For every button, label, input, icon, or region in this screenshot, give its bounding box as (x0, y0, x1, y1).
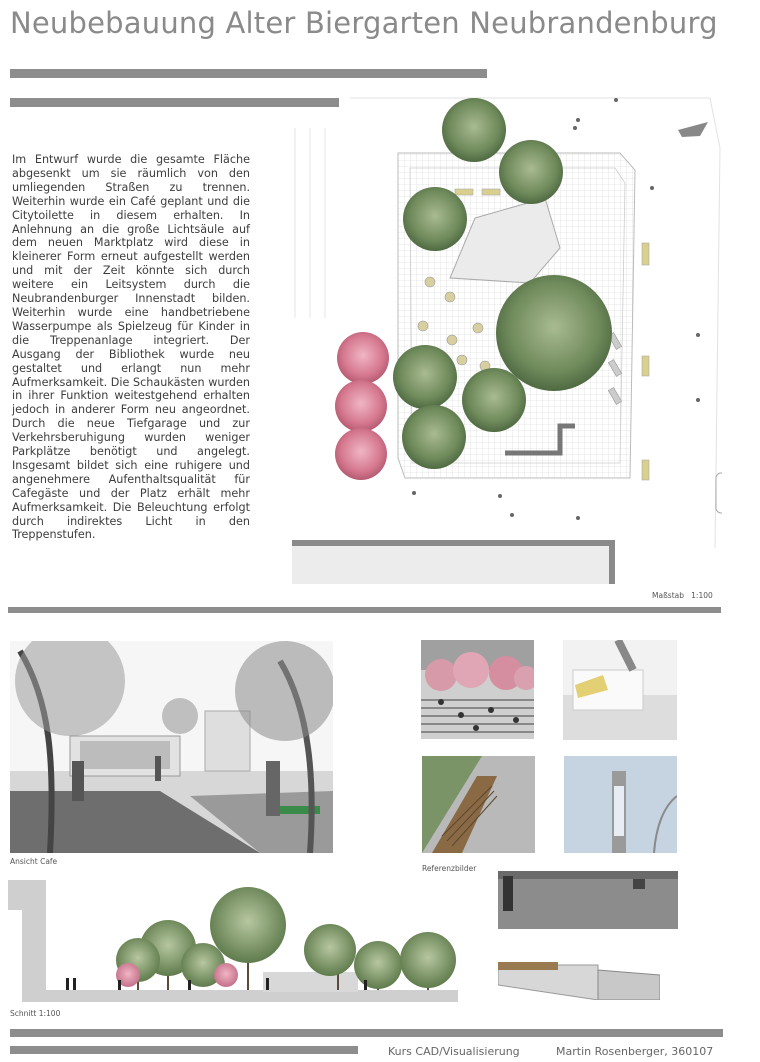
section-divider (8, 607, 721, 613)
page-title: Neubebauung Alter Biergarten Neubrandenburg (10, 6, 718, 40)
reference-image-4 (564, 756, 677, 853)
footer-bar-top (10, 1029, 723, 1037)
reference-image-3 (422, 756, 535, 853)
reference-image-2 (563, 640, 677, 740)
reference-image-1 (421, 640, 534, 739)
header-bar-1 (10, 69, 487, 78)
reference-image-6 (498, 960, 660, 1000)
scale-note (652, 591, 713, 600)
scale-value: 1:100 (691, 591, 713, 600)
cafe-rendering (10, 641, 333, 853)
caption-references: Referenzbilder (422, 864, 477, 873)
caption-cafe: Ansicht Cafe (10, 857, 58, 866)
footer-author: Martin Rosenberger, 360107 (556, 1045, 714, 1058)
section-drawing (8, 880, 458, 1005)
footer-course: Kurs CAD/Visualisierung (388, 1045, 520, 1058)
footer-bar-bottom (10, 1046, 358, 1054)
caption-section: Schnitt 1:100 (10, 1009, 61, 1018)
reference-image-5 (498, 871, 678, 929)
scale-label: Maßstab (652, 591, 684, 600)
description-text: Im Entwurf wurde die gesamte Fläche abgesenkt um sie räumlich von den umliegenden Straßen zu trennen. Weiterhin wurde ein Café geplant und die Citytoilette in diesem erhalten. In Anlehnung an die große Lichtsäule auf dem neuen Marktplatz wird diese in kleinerer Form erneut aufgestellt werden und mit der Zeit könnte sich durch weitere ein Leitsystem durch die Neubrandenburger Innenstadt bilden. Weiterhin wurde eine handbetriebene Wasserpumpe als Spielzeug für Kinder in die Treppenanlage integriert. Der Ausgang der Bibliothek wurde neu gestaltet und erlangt nun mehr Aufmerksamkeit. Die Schaukästen wurden in ihrer Funktion weitestgehend erhalten jedoch in anderer Form neu angeordnet. Durch die neue Tiefgarage und zur Verkehrsberuhigung wurden weniger Parkplätze benötigt und angelegt. Insgesamt bildet sich eine ruhigere und angenehmere Aufenthaltsqualität für Cafegäste und der Platz erhält mehr Aufmerksamkeit. Die Beleuchtung erfolgt durch indirektes Licht in den Treppenstufen. (12, 153, 250, 542)
site-plan (290, 88, 722, 588)
